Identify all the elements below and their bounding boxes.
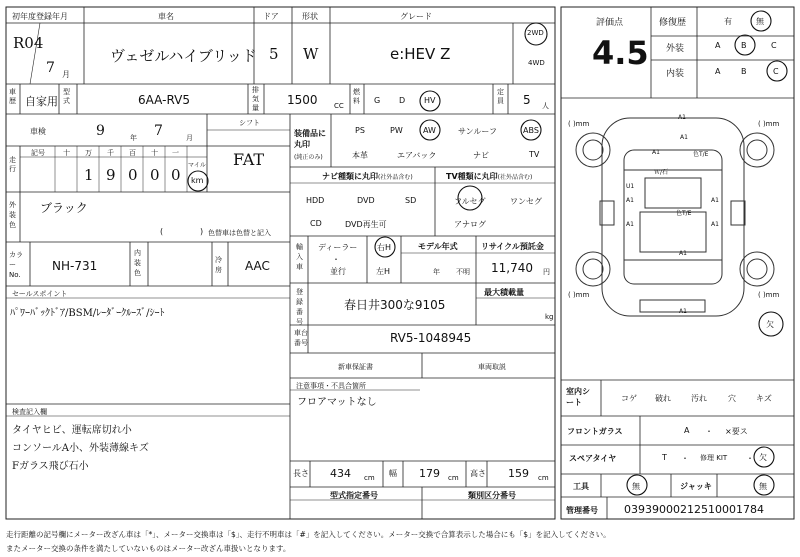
fuel-hv: HV — [424, 96, 436, 105]
spare-label: スペアタイヤ — [569, 454, 617, 463]
first-reg-era: R04 — [13, 34, 44, 52]
usage: 自家用 — [25, 95, 58, 108]
tools-label: 工具 — [573, 482, 589, 491]
import-left-h: 左H — [376, 267, 391, 276]
tv-analog: アナログ — [454, 220, 486, 229]
inspection-year-unit: 年 — [130, 134, 137, 142]
equip-tv: TV — [529, 150, 540, 159]
color-value: ブラック — [40, 201, 88, 215]
car-name-label: 車名 — [158, 12, 174, 21]
color-note: 色替車は色替と記入 — [208, 229, 271, 237]
first-reg-label: 初年度登録年月 — [12, 12, 68, 21]
equip-navi: ナビ — [473, 151, 489, 160]
color-no: NH-731 — [52, 259, 98, 273]
model-label: 型式 — [63, 88, 70, 105]
grade: e:HEV Z — [390, 45, 451, 63]
cc-label: 排気量 — [252, 86, 259, 112]
diag-label-6: U1 — [626, 183, 635, 190]
seat-koge: コゲ — [621, 394, 637, 403]
width-unit: cm — [448, 474, 459, 482]
mileage-mile-label: マイル — [188, 162, 206, 169]
diag-label-3: A1 — [652, 149, 660, 156]
color-no-label: カラーNo. — [9, 251, 23, 279]
inspector-label: 検査記入欄 — [12, 408, 47, 416]
diag-label-2: A1 — [680, 134, 688, 141]
sales-point-label: セールスポイント — [12, 290, 68, 298]
shape-label: 形状 — [302, 12, 318, 21]
ac: AAC — [245, 259, 270, 273]
equip-ps: PS — [355, 126, 365, 135]
seat-label: 室内シート — [566, 387, 590, 407]
shape: W — [303, 45, 319, 63]
inspection-label: 車検 — [30, 127, 46, 136]
height-label: 高さ — [470, 469, 486, 478]
score: 4.5 — [592, 34, 649, 72]
fuel-label: 燃料 — [353, 88, 360, 105]
diag-label-13: A1 — [679, 308, 687, 315]
interior-color-label: 内装色 — [134, 249, 141, 277]
car-name: ヴェゼルハイブリッド — [110, 47, 257, 65]
tv-oneseg: ワンセグ — [510, 197, 542, 206]
usage-label: 車歴 — [9, 88, 16, 105]
spare-dot-2: ・ — [746, 454, 754, 463]
jack-value: 無 — [759, 482, 767, 491]
drive-2wd: 2WD — [527, 29, 544, 37]
seat-ana: 穴 — [728, 394, 736, 403]
manual: 車両取説 — [478, 363, 506, 371]
inspector-line-1: タイヤヒビ、運転席切れ小 — [12, 425, 132, 436]
class-label: 類別区分番号 — [468, 491, 516, 500]
shift-label: シフト — [239, 119, 260, 127]
navi-dvd-play: DVD再生可 — [345, 220, 387, 229]
mileage-label: 走行 — [9, 156, 16, 173]
color-paren-close: ) — [200, 227, 204, 236]
repair-no: 無 — [756, 17, 764, 26]
mileage-unit-3: 百 — [129, 149, 136, 157]
mm-mark-3: ( )mm — [568, 291, 590, 299]
model-year-value: 不明 — [456, 268, 470, 276]
height-value: 159 — [508, 467, 529, 480]
sales-point-text: ﾊﾟﾜｰﾊﾞｯｸﾄﾞｱ/BSM/ﾚｰﾀﾞｰｸﾙｰｽﾞ/ｼｰﾄ — [10, 308, 165, 319]
navi-cd: CD — [310, 219, 322, 228]
mileage-digit-5: 0 — [171, 166, 181, 184]
equipment-sub-label: (純正のみ) — [294, 154, 323, 161]
exterior-grade-a: A — [715, 41, 721, 50]
equipment-label: 装備品に丸印 — [294, 129, 326, 149]
recycle-unit: 円 — [543, 268, 550, 276]
recycle-value: 11,740 — [491, 261, 533, 275]
seat-yabure: 破れ — [655, 394, 671, 403]
equip-airbag: エアバック — [397, 151, 437, 160]
glass-dot: ・ — [705, 427, 713, 436]
length-unit: cm — [364, 474, 375, 482]
inspector-line-3: Fガラス飛び石小 — [12, 461, 89, 472]
import-dealer: ディーラー — [318, 243, 358, 252]
footer-line-1: 走行距離の記号欄にメーター改ざん車は「*」、メーター交換車は「$」、走行不明車は「#」を記入してください。メーター交換で合算表示した場合にも「$」を記入してください。 — [6, 530, 611, 539]
glass-label: フロントガラス — [567, 427, 623, 436]
shift: FAT — [233, 150, 265, 169]
notes-text: フロアマットなし — [297, 397, 377, 408]
mm-mark-4: ( )mm — [758, 291, 780, 299]
repair-label: 修復歴 — [659, 18, 687, 28]
model-year-label: モデル年式 — [418, 242, 458, 251]
repair-yes: 有 — [724, 17, 732, 26]
inspection-month: 7 — [154, 123, 163, 139]
registration-value: 春日井300な9105 — [344, 298, 446, 312]
inspection-month-unit: 月 — [186, 134, 193, 142]
score-label: 評価点 — [596, 18, 624, 28]
diag-label-7: A1 — [626, 197, 634, 204]
diag-label-9: A1 — [711, 197, 719, 204]
diag-label-5: Ｗ/石 — [654, 169, 669, 176]
diag-label-8: A1 — [626, 221, 634, 228]
capacity-unit: 人 — [542, 102, 549, 110]
equip-abs: ABS — [523, 126, 539, 135]
mgmt-value: 03939000212510001784 — [624, 503, 764, 516]
jack-label: ジャッキ — [680, 482, 712, 491]
door: 5 — [269, 45, 279, 63]
navi-sd: SD — [405, 196, 417, 205]
spare-dot-1: ・ — [681, 454, 689, 463]
mm-mark-2: ( )mm — [758, 120, 780, 128]
fuel-d: D — [399, 96, 406, 105]
navi-label: ナビ種類に丸印(社外品含む) — [322, 172, 413, 181]
seat-kizu: キズ — [756, 394, 772, 403]
color-paren-open: ( — [160, 227, 164, 236]
registration-label: 登録番号 — [296, 288, 303, 326]
recycle-label: リサイクル預託金 — [481, 242, 544, 251]
fuel-g: G — [374, 96, 381, 105]
warranty: 新車保証書 — [338, 363, 373, 371]
notes-label: 注意事項・不具合箇所 — [296, 382, 366, 390]
mileage-digit-3: 0 — [128, 166, 138, 184]
diag-label-1: A1 — [678, 114, 686, 121]
mileage-unit-1: 万 — [85, 149, 92, 157]
import-label: 輸入車 — [296, 243, 303, 271]
equip-leather: 本革 — [352, 151, 368, 160]
mileage-km: km — [191, 176, 204, 185]
mileage-unit-2: 千 — [107, 149, 114, 157]
glass-a: A — [684, 426, 690, 435]
equip-sunroof: サンルーフ — [458, 127, 497, 136]
mgmt-label: 管理番号 — [566, 506, 598, 515]
capacity-label: 定員 — [497, 88, 504, 105]
tv-label: TV種類に丸印(社外品含む) — [446, 172, 533, 181]
chassis-label: 車台番号 — [294, 329, 308, 347]
width-label: 幅 — [389, 469, 397, 478]
mileage-digit-1: 1 — [84, 166, 94, 184]
capacity: 5 — [523, 93, 531, 107]
cc-unit: CC — [334, 102, 344, 110]
diag-label-4: 色T/E — [693, 151, 709, 158]
tools-value: 無 — [632, 482, 640, 491]
chassis-value: RV5-1048945 — [390, 331, 472, 345]
color-label: 外装色 — [9, 201, 16, 229]
diag-label-10: A1 — [711, 221, 719, 228]
first-reg-month-unit: 月 — [62, 70, 70, 79]
max-load-label: 最大積載量 — [484, 288, 524, 297]
exterior-grade-c: C — [771, 41, 777, 50]
equip-pw: PW — [390, 126, 403, 135]
mm-mark-1: ( )mm — [568, 120, 590, 128]
glass-x: ×要ス — [725, 427, 748, 436]
exterior-label: 外装 — [666, 44, 685, 54]
inspection-year: 9 — [96, 123, 105, 139]
mileage-unit-4: 十 — [151, 149, 158, 157]
interior-grade-a: A — [715, 67, 721, 76]
mileage-unit-5: 一 — [172, 149, 179, 157]
spare-kit: 修理 KIT — [700, 454, 728, 462]
type-designation-label: 型式指定番号 — [330, 491, 378, 500]
interior-grade-b: B — [741, 67, 747, 76]
diag-label-12: A1 — [679, 250, 687, 257]
height-unit: cm — [538, 474, 549, 482]
mileage-digit-2: 9 — [106, 166, 116, 184]
navi-dvd: DVD — [357, 196, 375, 205]
width-value: 179 — [419, 467, 440, 480]
length-label: 長さ — [293, 469, 309, 478]
seat-yogore: 汚れ — [691, 394, 707, 403]
navi-hdd: HDD — [306, 196, 325, 205]
diag-missing: 欠 — [766, 320, 774, 329]
mileage-sub-label: 記号 — [31, 149, 45, 157]
drive-4wd: 4WD — [528, 59, 545, 67]
import-parallel: 並行 — [330, 267, 346, 276]
spare-t: T — [662, 453, 667, 462]
grade-label: グレード — [400, 12, 432, 21]
exterior-grade-b: B — [741, 41, 747, 50]
model-year-unit: 年 — [433, 268, 440, 276]
spare-missing: 欠 — [759, 453, 767, 462]
car-damage-diagram — [576, 118, 774, 316]
cc: 1500 — [287, 93, 318, 107]
import-right-h: 右H — [377, 243, 392, 252]
interior-label: 内装 — [666, 69, 685, 79]
mileage-unit-0: 十 — [63, 149, 70, 157]
footer-line-2: またメーター交換の条件を満たしていないものはメーター改ざん車扱いとなります。 — [6, 544, 291, 553]
model: 6AA-RV5 — [138, 93, 190, 107]
import-dot: ・ — [332, 255, 340, 264]
first-reg-month: 7 — [46, 60, 55, 76]
tv-fullseg: フルセグ — [454, 197, 486, 206]
ac-label: 冷房 — [215, 256, 222, 274]
inspector-line-2: コンソールA小、外装薄線キズ — [12, 443, 149, 454]
diag-label-11: 色T/E — [676, 210, 692, 217]
door-label: ドア — [263, 12, 279, 21]
interior-grade-c: C — [773, 67, 779, 76]
equip-aw: AW — [423, 126, 436, 135]
mileage-digit-4: 0 — [150, 166, 160, 184]
length-value: 434 — [330, 467, 351, 480]
max-load-unit: kg — [545, 313, 554, 321]
